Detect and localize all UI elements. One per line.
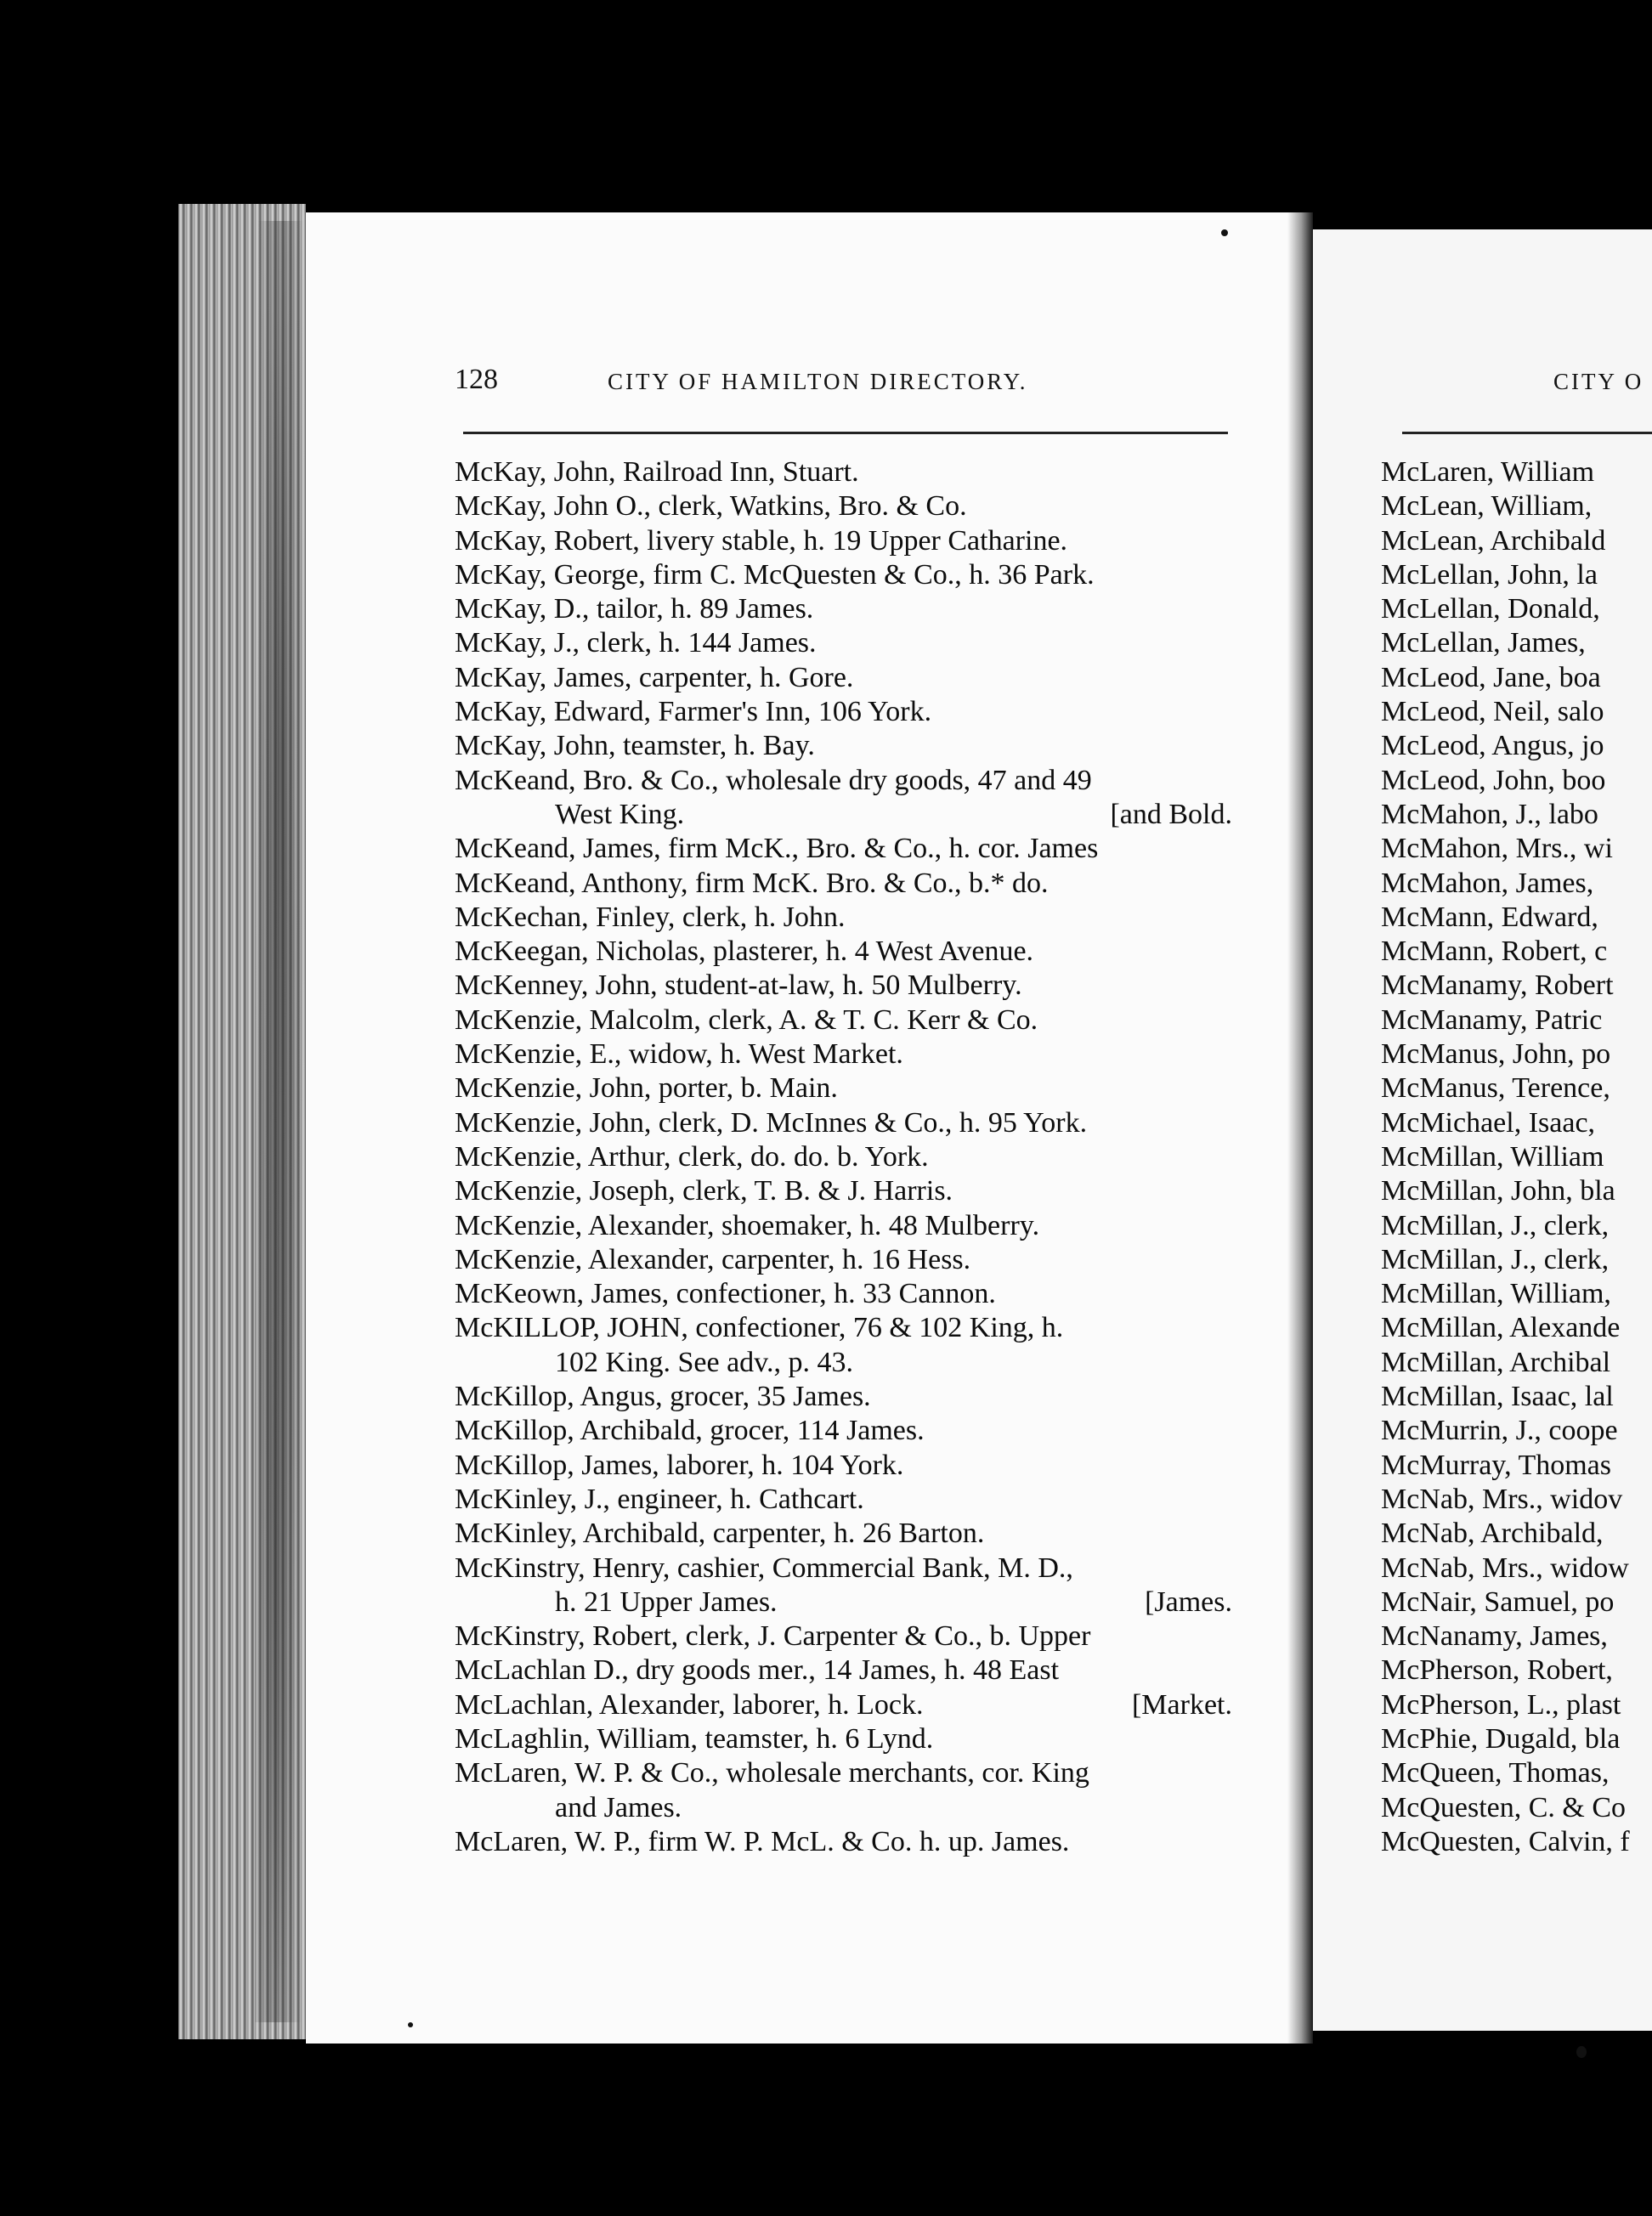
entry-text: McKinley, Archibald, carpenter, h. 26 Barton.: [455, 1518, 985, 1550]
directory-entry: [455, 969, 1245, 1003]
page-edge-stain: [255, 221, 306, 2022]
directory-entry: [455, 1654, 1245, 1687]
directory-entries-right: [1381, 455, 1652, 1859]
directory-entry: [455, 832, 1245, 866]
directory-entry: McNab, Mrs., widow: [1381, 1552, 1629, 1584]
entry-text: McKinley, J., engineer, h. Cathcart.: [455, 1483, 864, 1515]
entry-text: McKay, Robert, livery stable, h. 19 Upper Catharine.: [455, 524, 1068, 557]
directory-entry: McNanamy, James,: [1381, 1620, 1608, 1653]
entry-continuation-line: [455, 1586, 1245, 1620]
ink-speck: [1576, 2046, 1587, 2058]
entry-text: and James.: [555, 1791, 682, 1823]
right-page-running-title: CITY O: [1553, 369, 1644, 394]
directory-entry: McLellan, Donald,: [1381, 593, 1600, 625]
directory-entry: McNab, Archibald,: [1381, 1518, 1604, 1550]
right-header-rule: [1402, 432, 1652, 434]
directory-entry: [455, 1174, 1245, 1208]
entry-text: McKeand, Anthony, firm McK. Bro. & Co., b.* do.: [455, 867, 1049, 899]
directory-entry: [455, 1688, 1245, 1722]
directory-entry: [455, 1825, 1245, 1859]
directory-entry: McLeod, John, boo: [1381, 764, 1606, 796]
directory-entry: [455, 1517, 1245, 1551]
book-gutter: [1287, 212, 1313, 2044]
directory-entry: McMillan, Alexande: [1381, 1312, 1621, 1344]
left-page-header: [455, 364, 1228, 398]
directory-entry: McMahon, Mrs., wi: [1381, 833, 1613, 865]
entry-text: McKenzie, Malcolm, clerk, A. & T. C. Kerr & Co.: [455, 1003, 1038, 1036]
directory-entry: McLeod, Jane, boa: [1381, 661, 1601, 693]
page-number: 128: [455, 364, 498, 395]
directory-entry: McMahon, J., labo: [1381, 798, 1598, 830]
directory-entry: [455, 1552, 1245, 1586]
entry-text: McKechan, Finley, clerk, h. John.: [455, 901, 846, 933]
directory-entry: [455, 455, 1245, 489]
directory-entry: McLean, William,: [1381, 490, 1593, 523]
entry-text: McKay, Edward, Farmer's Inn, 106 York.: [455, 696, 932, 728]
directory-entry: McMillan, Archibal: [1381, 1346, 1611, 1378]
directory-entry: [455, 1449, 1245, 1483]
entry-text: McKenzie, John, porter, b. Main.: [455, 1072, 838, 1105]
entry-text: McKenzie, Joseph, clerk, T. B. & J. Harris.: [455, 1175, 953, 1207]
directory-entry: [455, 1756, 1245, 1790]
directory-entry: [455, 1037, 1245, 1071]
entry-text: McLaren, W. P., firm W. P. McL. & Co. h. up. James.: [455, 1825, 1070, 1857]
directory-entry: [455, 489, 1245, 523]
directory-entry: [455, 1106, 1245, 1140]
entry-text: McKillop, James, laborer, h. 104 York.: [455, 1449, 904, 1481]
directory-entry: [455, 1620, 1245, 1654]
entry-text: McKay, George, firm C. McQuesten & Co., h. 36 Park.: [455, 558, 1095, 591]
entry-text: McKenzie, Alexander, shoemaker, h. 48 Mulberry.: [455, 1209, 1040, 1241]
directory-entry: [455, 524, 1245, 558]
entry-text: McKenzie, John, clerk, D. McInnes & Co., h. 95 York.: [455, 1106, 1088, 1139]
entry-text: McKeand, James, firm McK., Bro. & Co., h. cor. James: [455, 833, 1099, 865]
entry-overflow-text: [Market.: [1131, 1688, 1232, 1721]
directory-entry: McLaren, William: [1381, 456, 1595, 488]
directory-entry: McLellan, James,: [1381, 627, 1586, 659]
ink-speck: [408, 2022, 413, 2027]
entry-text: McKay, John, Railroad Inn, Stuart.: [455, 456, 859, 488]
entry-text: 102 King. See adv., p. 43.: [555, 1346, 853, 1378]
directory-entry: McMillan, Isaac, lal: [1381, 1381, 1614, 1413]
directory-entry: [455, 1209, 1245, 1243]
directory-entry: McMahon, James,: [1381, 867, 1594, 899]
directory-entry: McMurrin, J., coope: [1381, 1415, 1618, 1447]
entry-text: McKeown, James, confectioner, h. 33 Cannon.: [455, 1278, 996, 1310]
directory-entries-left: [455, 455, 1245, 1859]
directory-entry: McMann, Edward,: [1381, 901, 1598, 933]
directory-entry: [455, 1414, 1245, 1448]
directory-entry: McNair, Samuel, po: [1381, 1586, 1615, 1618]
directory-entry: McMillan, William,: [1381, 1278, 1611, 1310]
directory-entry: [455, 558, 1245, 592]
entry-text: McLachlan D., dry goods mer., 14 James, h. 48 East: [455, 1654, 1060, 1687]
entry-text: McKillop, Archibald, grocer, 114 James.: [455, 1415, 925, 1447]
directory-entry: [455, 867, 1245, 901]
directory-entry: McManus, Terence,: [1381, 1072, 1610, 1105]
directory-entry: [455, 592, 1245, 626]
entry-text: McKillop, Angus, grocer, 35 James.: [455, 1381, 871, 1413]
directory-entry: McLeod, Angus, jo: [1381, 730, 1604, 762]
directory-entry: McManus, John, po: [1381, 1038, 1611, 1071]
entry-text: McLaren, W. P. & Co., wholesale merchants, cor. King: [455, 1757, 1089, 1789]
directory-entry: [455, 626, 1245, 660]
directory-entry: [455, 1722, 1245, 1756]
directory-entry: McLellan, John, la: [1381, 558, 1598, 591]
directory-entry: McMann, Robert, c: [1381, 936, 1608, 968]
entry-text: McKay, D., tailor, h. 89 James.: [455, 593, 814, 625]
directory-entry: [455, 1380, 1245, 1414]
directory-entry: McMillan, William: [1381, 1140, 1604, 1173]
entry-text: McKeegan, Nicholas, plasterer, h. 4 West Avenue.: [455, 936, 1034, 968]
entry-text: McKILLOP, JOHN, confectioner, 76 & 102 King, h.: [455, 1312, 1064, 1344]
directory-entry: [455, 661, 1245, 695]
directory-entry: McMillan, J., clerk,: [1381, 1243, 1610, 1275]
entry-text: McKenzie, E., widow, h. West Market.: [455, 1038, 903, 1071]
directory-entry: McLean, Archibald: [1381, 524, 1606, 557]
directory-entry: McMichael, Isaac,: [1381, 1106, 1596, 1139]
directory-entry: McPherson, Robert,: [1381, 1654, 1613, 1687]
directory-entry: [455, 901, 1245, 935]
entry-text: McKinstry, Henry, cashier, Commercial Bank, M. D.,: [455, 1552, 1073, 1584]
directory-entry: [455, 729, 1245, 763]
directory-entry: McQuesten, Calvin, f: [1381, 1825, 1630, 1857]
entry-continuation-line: [455, 1791, 1245, 1825]
directory-entry: [455, 1243, 1245, 1277]
entry-text: McLaghlin, William, teamster, h. 6 Lynd.: [455, 1722, 934, 1755]
directory-entry: McManamy, Patric: [1381, 1003, 1603, 1036]
ink-speck: [1221, 229, 1228, 236]
entry-overflow-text: [James.: [1145, 1586, 1232, 1618]
directory-entry: McMurray, Thomas: [1381, 1449, 1612, 1481]
entry-continuation-line: [455, 1346, 1245, 1380]
directory-entry: [455, 1277, 1245, 1311]
entry-overflow-text: [and Bold.: [1110, 798, 1232, 830]
directory-entry: McQueen, Thomas,: [1381, 1757, 1610, 1789]
directory-entry: McManamy, Robert: [1381, 970, 1614, 1002]
directory-entry: [455, 1140, 1245, 1174]
running-title: CITY OF HAMILTON DIRECTORY.: [608, 369, 1028, 394]
directory-entry: [455, 764, 1245, 798]
directory-entry: McPherson, L., plast: [1381, 1688, 1621, 1721]
entry-text: McKenney, John, student-at-law, h. 50 Mulberry.: [455, 970, 1022, 1002]
entry-text: McKay, John O., clerk, Watkins, Bro. & Co.: [455, 490, 967, 523]
header-rule: [463, 432, 1228, 434]
directory-entry: McMillan, J., clerk,: [1381, 1209, 1610, 1241]
entry-text: McKenzie, Alexander, carpenter, h. 16 Hess.: [455, 1243, 971, 1275]
directory-entry: [455, 935, 1245, 969]
entry-text: h. 21 Upper James.: [555, 1586, 778, 1618]
entry-text: West King.: [555, 798, 685, 830]
directory-entry: [455, 1483, 1245, 1517]
directory-entry: [455, 695, 1245, 729]
directory-entry: McMillan, John, bla: [1381, 1175, 1615, 1207]
directory-entry: [455, 1071, 1245, 1105]
entry-text: McKay, J., clerk, h. 144 James.: [455, 627, 817, 659]
entry-text: McKay, John, teamster, h. Bay.: [455, 730, 815, 762]
entry-text: McKay, James, carpenter, h. Gore.: [455, 661, 854, 693]
directory-entry: [455, 1311, 1245, 1345]
entry-text: McLachlan, Alexander, laborer, h. Lock.: [455, 1688, 924, 1721]
entry-text: McKinstry, Robert, clerk, J. Carpenter & Co., b. Upper: [455, 1620, 1091, 1653]
directory-entry: [455, 1003, 1245, 1037]
entry-text: McKenzie, Arthur, clerk, do. do. b. York.: [455, 1140, 929, 1173]
directory-entry: McLeod, Neil, salo: [1381, 696, 1604, 728]
entry-continuation-line: [455, 798, 1245, 832]
entry-text: McKeand, Bro. & Co., wholesale dry goods, 47 and 49: [455, 764, 1092, 796]
directory-entry: McNab, Mrs., widov: [1381, 1483, 1623, 1515]
directory-entry: McQuesten, C. & Co: [1381, 1791, 1627, 1823]
directory-entry: McPhie, Dugald, bla: [1381, 1722, 1621, 1755]
